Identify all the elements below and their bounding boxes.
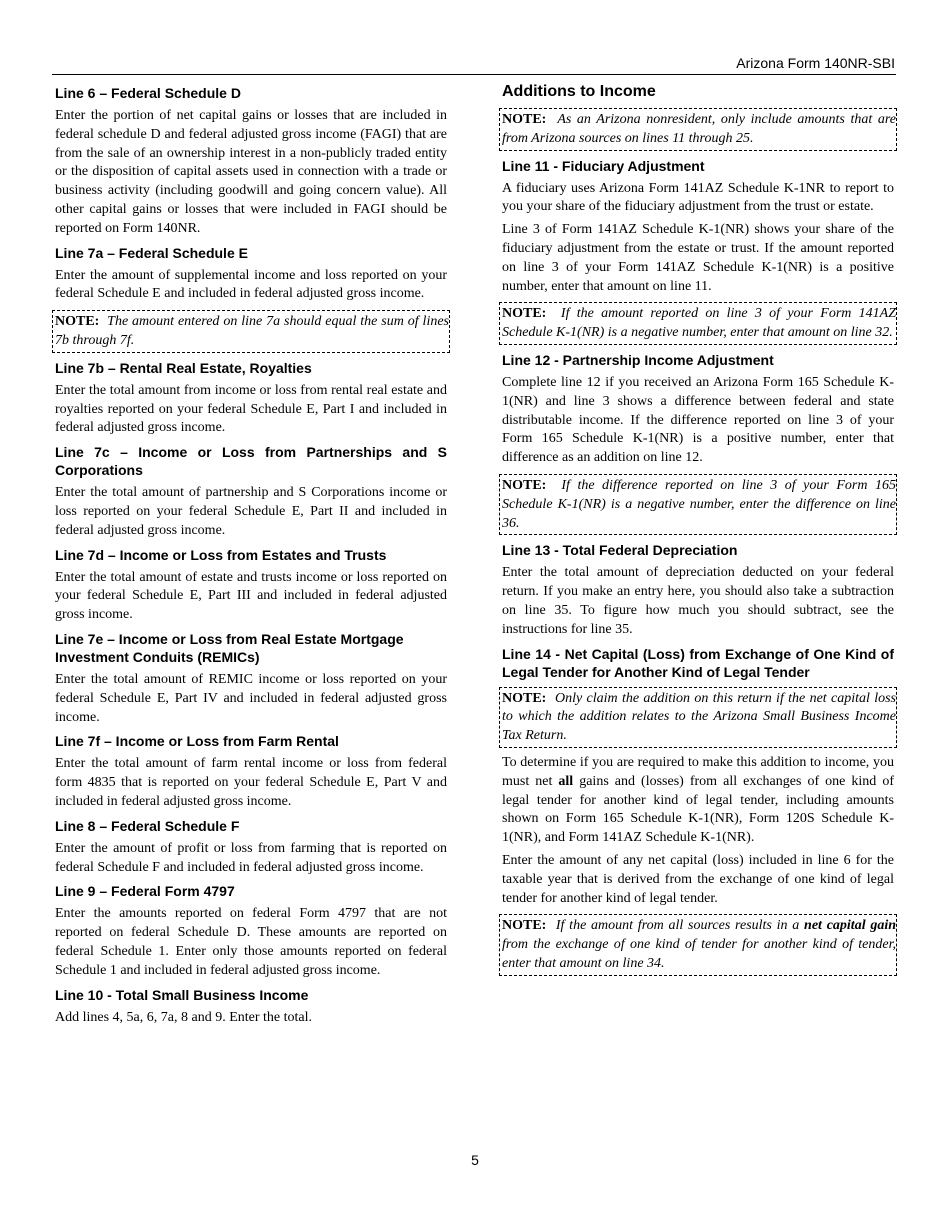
- line-14-title: Line 14 - Net Capital (Loss) from Exchange of One Kind of Legal Tender for Another Kind of Legal Tender: [502, 645, 894, 680]
- note-text: The amount entered on line 7a should equal the sum of lines 7b through 7f.: [55, 314, 449, 348]
- line-7e-text: Enter the total amount of REMIC income or loss reported on your federal Schedule E, Part IV and included in federal adjusted gross income.: [55, 671, 447, 725]
- line-10-title: Line 10 - Total Small Business Income: [55, 986, 309, 1003]
- line-7a-title: Line 7a – Federal Schedule E: [55, 244, 248, 261]
- line-10-text: Add lines 4, 5a, 6, 7a, 8 and 9. Enter the total.: [55, 1009, 312, 1025]
- note-line-12: [499, 474, 897, 535]
- note-text: If the difference reported on line 3 of your Form 165 Schedule K-1(NR) is a negative number, enter the difference on line 36.: [502, 477, 896, 531]
- line-7f-title: Line 7f – Income or Loss from Farm Rental: [55, 733, 339, 750]
- form-name: Arizona Form 140NR-SBI: [736, 55, 895, 71]
- note-label: NOTE:: [502, 918, 547, 934]
- line-13-title: Line 13 - Total Federal Depreciation: [502, 542, 738, 559]
- line-9-text: Enter the amounts reported on federal Form 4797 that are not reported on federal Schedule D. These amounts are reported on federal Schedule 1. Enter only those amounts reported on federal Schedule 1 and included in federal adjusted gross income.: [55, 906, 447, 978]
- line-11-text-1: A fiduciary uses Arizona Form 141AZ Schedule K-1NR to report to you your share of the fiduciary adjustment from the trust or estate.: [502, 180, 894, 215]
- line-7d-text: Enter the total amount of estate and trusts income or loss reported on your federal Schedule E, Part III and included in federal adjusted gross income.: [55, 569, 447, 623]
- note-arizona-sources: [499, 108, 897, 151]
- note-label: NOTE:: [502, 112, 547, 127]
- line-7b-title: Line 7b – Rental Real Estate, Royalties: [55, 359, 312, 376]
- line-7b-text: Enter the total amount from income or loss from rental real estate and royalties reported on your federal Schedule E, Part I and included in federal adjusted gross income.: [55, 382, 447, 436]
- note-line-14-gain: NOTE: If the amount from all sources results in a net capital gain from the exchange of one kind of tender for another kind of tender, enter that amount on line 34.: [499, 914, 897, 975]
- note-text: Only claim the addition on this return if the net capital loss to which the addition relates to the Arizona Small Business Income Tax Return.: [502, 690, 897, 744]
- line-12-title: Line 12 - Partnership Income Adjustment: [502, 351, 774, 368]
- note-label: NOTE:: [502, 477, 547, 493]
- note-line-11: [499, 302, 897, 345]
- line-7c-text: Enter the total amount of partnership and S Corporations income or loss reported on your federal Schedule E, Part II and included in federal adjusted gross income.: [55, 485, 447, 538]
- line-7e-title: Line 7e – Income or Loss from Real Estate Mortgage Investment Conduits (REMICs): [55, 630, 404, 665]
- left-column: [55, 82, 447, 1031]
- note-line-14-claim: [499, 687, 897, 748]
- note-text: As an Arizona nonresident, only include amounts that are from Arizona sources on lines 11 through 25.: [502, 112, 896, 146]
- line-11-title: Line 11 - Fiduciary Adjustment: [502, 157, 705, 174]
- line-9-title: Line 9 – Federal Form 4797: [55, 883, 235, 900]
- note-label: NOTE:: [502, 690, 547, 706]
- right-column: [502, 82, 897, 982]
- line-6-title: Line 6 – Federal Schedule D: [55, 85, 241, 101]
- line-13-text: Enter the total amount of depreciation deducted on your federal return. If you make an entry here, you should also take a subtraction on line 35. To figure how much you should subtract, see the instructions for line 35.: [502, 565, 894, 637]
- line-12-text: Complete line 12 if you received an Arizona Form 165 Schedule K-1(NR) and line 3 shows a difference between federal and state distributable income. If the difference reported on line 3 of your Form 165 Schedule K-1(NR) is a positive number, enter that difference as an addition on line 12.: [502, 374, 894, 466]
- line-6-text: Enter the portion of net capital gains or losses that are included in federal schedule D and federal adjusted gross income (FAGI) that are from the sale of an ownership interest in a non-publicly traded entity or the disposition of capital assets used in connection with a trade or business activity (including goodwill and going concern value). All other capital gains or losses that were included in FAGI should be reported on Form 140NR.: [55, 108, 447, 236]
- additions-title: Additions to Income: [502, 83, 656, 100]
- note-label: NOTE:: [55, 314, 100, 330]
- line-7f-text: Enter the total amount of farm rental income or loss from federal form 4835 that is reported on your federal Schedule E, Part V and included in federal adjusted gross income.: [55, 756, 447, 809]
- line-7d-title: Line 7d – Income or Loss from Estates and Trusts: [55, 546, 387, 563]
- line-14-text-2: Enter the amount of any net capital (loss) included in line 6 for the taxable year that is derived from the exchange of one kind of legal tender for another kind of legal tender.: [502, 852, 894, 906]
- note-line-7a: [52, 310, 450, 353]
- line-7a-text: Enter the amount of supplemental income and loss reported on your federal Schedule E and included in federal adjusted gross income.: [55, 267, 447, 302]
- header-rule: [52, 74, 896, 75]
- page-number: 5: [471, 1152, 479, 1168]
- line-8-text: Enter the amount of profit or loss from farming that is reported on federal Schedule F and included in federal adjusted gross income.: [55, 840, 447, 875]
- note-text: If the amount reported on line 3 of your Form 141AZ Schedule K-1(NR) is a negative number, enter that amount on line 32.: [502, 306, 897, 341]
- line-8-title: Line 8 – Federal Schedule F: [55, 817, 240, 834]
- note-label: NOTE:: [502, 306, 547, 322]
- line-14-text-1: To determine if you are required to make this addition to income, you must net all gains and (losses) from all exchanges of one kind of legal tender for another kind of legal tender, including amounts shown on Form 165 Schedule K-1(NR), Form 120S Schedule K-1(NR), and Form 141AZ Schedule K-1(NR).: [502, 754, 894, 846]
- line-11-text-2: Line 3 of Form 141AZ Schedule K-1(NR) shows your share of the fiduciary adjustment from the estate or trust. If the amount reported on line 3 of your Form 141AZ Schedule K-1(NR) is a positive number, enter that amount on line 11.: [502, 222, 894, 294]
- line-7c-title: Line 7c – Income or Loss from Partnerships and S Corporations: [55, 444, 447, 479]
